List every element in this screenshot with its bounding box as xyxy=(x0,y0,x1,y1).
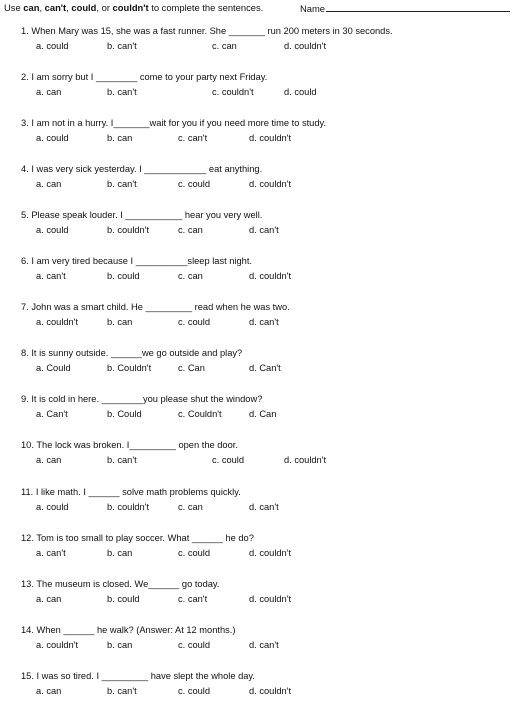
question-text: 9. It is cold in here. ________you please shut the window? xyxy=(21,394,263,404)
answer-option-c[interactable]: c. can xyxy=(178,225,203,235)
answer-option-d[interactable]: d. couldn't xyxy=(249,686,292,696)
answer-option-c[interactable]: c. can xyxy=(212,41,237,51)
question-item xyxy=(0,26,525,66)
answer-option-b[interactable]: b. can xyxy=(107,317,133,327)
answer-option-c[interactable]: c. could xyxy=(178,317,211,327)
answer-option-a[interactable]: a. can't xyxy=(36,271,66,281)
answer-option-d[interactable]: d. couldn't xyxy=(249,133,292,143)
instructions-text: , or xyxy=(96,2,113,13)
answer-option-b[interactable]: b. can't xyxy=(107,686,137,696)
answer-options xyxy=(0,455,525,467)
name-field xyxy=(300,2,510,14)
question-item xyxy=(0,164,525,204)
question-text: 4. I was very sick yesterday. I ____________ eat anything. xyxy=(21,164,263,174)
answer-option-b[interactable]: b. Couldn't xyxy=(107,363,152,373)
instructions-word-couldnt: couldn't xyxy=(112,2,149,13)
answer-option-b[interactable]: b. can't xyxy=(107,41,137,51)
answer-options xyxy=(0,41,525,53)
question-text: 13. The museum is closed. We______ go today. xyxy=(21,579,220,589)
answer-option-d[interactable]: d. could xyxy=(284,87,317,97)
answer-option-a[interactable]: a. couldn't xyxy=(36,317,79,327)
instructions-text: Use xyxy=(4,2,24,13)
question-item xyxy=(0,348,525,388)
answer-option-b[interactable]: b. Could xyxy=(107,409,142,419)
answer-option-d[interactable]: d. couldn't xyxy=(249,271,292,281)
question-text: 3. I am not in a hurry. I_______wait for you if you need more time to study. xyxy=(21,118,327,128)
answer-option-a[interactable]: a. could xyxy=(36,133,69,143)
answer-options xyxy=(0,640,525,652)
question-text: 14. When ______ he walk? (Answer: At 12 months.) xyxy=(21,625,236,635)
answer-option-b[interactable]: b. can xyxy=(107,640,133,650)
question-item xyxy=(0,579,525,619)
question-text: 10. The lock was broken. I_________ open the door. xyxy=(21,440,238,450)
answer-option-b[interactable]: b. could xyxy=(107,594,140,604)
answer-option-b[interactable]: b. can't xyxy=(107,455,137,465)
answer-option-a[interactable]: a. Can't xyxy=(36,409,68,419)
answer-options xyxy=(0,594,525,606)
question-item xyxy=(0,302,525,342)
question-text: 5. Please speak louder. I ___________ hear you very well. xyxy=(21,210,263,220)
answer-option-a[interactable]: a. can xyxy=(36,594,62,604)
answer-option-d[interactable]: d. can't xyxy=(249,640,279,650)
answer-option-d[interactable]: d. Can xyxy=(249,409,277,419)
answer-option-c[interactable]: c. could xyxy=(178,640,211,650)
answer-option-c[interactable]: c. could xyxy=(178,686,211,696)
answer-option-c[interactable]: c. can't xyxy=(178,594,208,604)
question-item xyxy=(0,440,525,480)
answer-option-d[interactable]: d. can't xyxy=(249,317,279,327)
answer-option-b[interactable]: b. couldn't xyxy=(107,502,150,512)
question-text: 15. I was so tired. I _________ have slept the whole day. xyxy=(21,671,255,681)
instructions-text: , xyxy=(39,2,45,13)
name-blank-line[interactable] xyxy=(326,2,510,12)
answer-option-b[interactable]: b. couldn't xyxy=(107,225,150,235)
answer-options xyxy=(0,686,525,698)
question-text: 6. I am very tired because I __________sleep last night. xyxy=(21,256,253,266)
answer-option-d[interactable]: d. couldn't xyxy=(284,455,327,465)
answer-options xyxy=(0,363,525,375)
question-text: 12. Tom is too small to play soccer. What ______ he do? xyxy=(21,533,254,543)
instructions xyxy=(4,2,263,13)
question-item xyxy=(0,72,525,112)
answer-option-a[interactable]: a. could xyxy=(36,225,69,235)
answer-option-c[interactable]: c. can't xyxy=(178,133,208,143)
answer-option-a[interactable]: a. can xyxy=(36,686,62,696)
question-text: 2. I am sorry but I ________ come to your party next Friday. xyxy=(21,72,268,82)
answer-option-c[interactable]: c. could xyxy=(212,455,245,465)
answer-option-d[interactable]: d. couldn't xyxy=(284,41,327,51)
question-item xyxy=(0,256,525,296)
answer-option-d[interactable]: d. can't xyxy=(249,225,279,235)
answer-option-b[interactable]: b. could xyxy=(107,271,140,281)
answer-option-d[interactable]: d. Can't xyxy=(249,363,281,373)
answer-option-c[interactable]: c. Can xyxy=(178,363,205,373)
answer-option-c[interactable]: c. Couldn't xyxy=(178,409,222,419)
question-item xyxy=(0,487,525,527)
answer-option-a[interactable]: a. can't xyxy=(36,548,66,558)
answer-option-d[interactable]: d. couldn't xyxy=(249,548,292,558)
question-text: 1. When Mary was 15, she was a fast runner. She _______ run 200 meters in 30 seconds. xyxy=(21,26,393,36)
answer-option-c[interactable]: c. could xyxy=(178,548,211,558)
question-item xyxy=(0,671,525,711)
instructions-word-can: can xyxy=(23,2,40,13)
answer-options xyxy=(0,225,525,237)
answer-option-a[interactable]: a. can xyxy=(36,455,62,465)
instructions-word-cant: can't xyxy=(44,2,67,13)
answer-options xyxy=(0,502,525,514)
answer-options xyxy=(0,87,525,99)
question-text: 8. It is sunny outside. ______we go outside and play? xyxy=(21,348,243,358)
answer-option-a[interactable]: a. could xyxy=(36,502,69,512)
question-item xyxy=(0,118,525,158)
instructions-word-could: could xyxy=(71,2,97,13)
answer-option-b[interactable]: b. can xyxy=(107,133,133,143)
answer-option-a[interactable]: a. Could xyxy=(36,363,71,373)
answer-option-b[interactable]: b. can xyxy=(107,548,133,558)
name-label: Name xyxy=(300,3,326,14)
answer-options xyxy=(0,409,525,421)
question-text: 11. I like math. I ______ solve math problems quickly. xyxy=(21,487,241,497)
answer-options xyxy=(0,271,525,283)
answer-option-a[interactable]: a. can xyxy=(36,179,62,189)
worksheet-header xyxy=(4,2,521,16)
answer-option-c[interactable]: c. can xyxy=(178,271,203,281)
answer-option-c[interactable]: c. can xyxy=(178,502,203,512)
answer-option-c[interactable]: c. could xyxy=(178,179,211,189)
answer-option-a[interactable]: a. could xyxy=(36,41,69,51)
answer-options xyxy=(0,317,525,329)
answer-option-b[interactable]: b. can't xyxy=(107,179,137,189)
answer-options xyxy=(0,179,525,191)
answer-options xyxy=(0,133,525,145)
answer-option-b[interactable]: b. can't xyxy=(107,87,137,97)
answer-option-d[interactable]: d. can't xyxy=(249,502,279,512)
answer-option-c[interactable]: c. couldn't xyxy=(212,87,254,97)
question-item xyxy=(0,394,525,434)
question-item xyxy=(0,210,525,250)
question-item xyxy=(0,625,525,665)
answer-option-d[interactable]: d. couldn't xyxy=(249,179,292,189)
instructions-text: , xyxy=(66,2,72,13)
question-text: 7. John was a smart child. He _________ read when he was two. xyxy=(21,302,290,312)
question-item xyxy=(0,533,525,573)
answer-option-d[interactable]: d. couldn't xyxy=(249,594,292,604)
answer-option-a[interactable]: a. couldn't xyxy=(36,640,79,650)
answer-options xyxy=(0,548,525,560)
instructions-text: to complete the sentences. xyxy=(148,2,264,13)
answer-option-a[interactable]: a. can xyxy=(36,87,62,97)
